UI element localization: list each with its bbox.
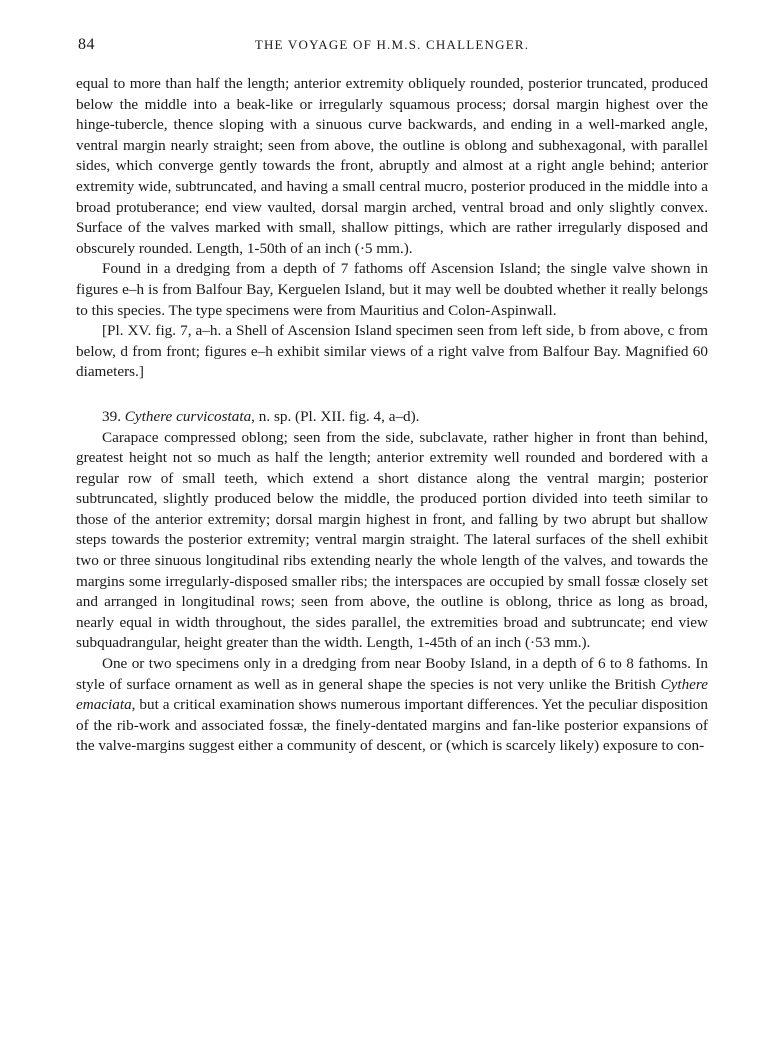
section-spacer [76,383,708,407]
species-heading [76,407,708,428]
discussion-text-a: One or two specimens only in a dredging from near Booby Island, in a depth of 6 to 8 fathoms. In style of surface ornament as well as in general shape the species is not very unlike the British [76,655,708,693]
discussion-text-b: , but a critical examination shows numerous important differences. Yet the peculiar disposition of the rib-work and associated fossæ, the finely-dentated margins and fan-like posterior expansions of the valve-margins suggest either a community of descent, or (which is scarcely likely) exposure to con- [76,696,708,755]
paragraph-locality: Found in a dredging from a depth of 7 fathoms off Ascension Island; the single valve shown in figures e–h is from Balfour Bay, Kerguelen Island, but it may well be doubted whether it really belongs to this species. The type specimens were from Mauritius and Colon-Aspinwall. [76,260,708,319]
species-name: Cythere curvicostata [124,407,252,425]
paragraph-plate-reference: [Pl. XV. fig. 7, a–h. a Shell of Ascension Island specimen seen from left side, b from above, c from below, d from front; figures e–h exhibit similar views of a right valve from Balfour Bay. Magnified 60 diameters.] [76,322,708,381]
paragraph-description-continued: equal to more than half the length; anterior extremity obliquely rounded, posterior truncated, produced below the middle into a beak-like or irregularly squamous process; dorsal margin highest over the hinge-tubercle, thence sloping with a sinuous curve backwards, and ending in a well-marked angle, ventral margin nearly straight; seen from above, the outline is oblong and subhexagonal, with parallel sides, which converge gently towards the front, abruptly and almost at a right angle behind; anterior extremity wide, subtruncated, and having a small central mucro, posterior produced in the middle into a broad protuberance; end view vaulted, dorsal margin arched, ventral broad and only slightly convex. Surface of the valves marked with small, shallow pittings, which are rather irregularly disposed and obscurely rounded. Length, 1-50th of an inch (·5 mm.). [76,75,708,257]
page-number: 84 [78,36,95,53]
species-heading-rest: , n. sp. (Pl. XII. fig. 4, a–d). [251,407,420,425]
species-number: 39. [102,407,121,425]
book-page [76,36,708,757]
running-title: THE VOYAGE OF H.M.S. CHALLENGER. [254,37,530,52]
paragraph-discussion [76,654,708,757]
running-head [76,36,708,60]
discussion-species-name: Cythere emaciata [76,675,708,714]
paragraph-carapace-description: Carapace compressed oblong; seen from the side, subclavate, rather higher in front than behind, greatest height not so much as half the length; anterior extremity well rounded and bordered with a regular row of small teeth, which extend a short distance along the ventral margin; posterior subtruncated, slightly produced below the middle, the produced portion divided into teeth similar to those of the anterior extremity; dorsal margin highest in front, and falling by two abrupt but shallow steps towards the posterior extremity; ventral margin straight. The lateral surfaces of the shell exhibit two or three sinuous longitudinal ribs extending nearly the whole length of the valves, and towards the margins some irregularly-disposed smaller ribs; the interspaces are occupied by small fossæ closely set and arranged in longitudinal rows; seen from above, the outline is oblong, thrice as long as broad, nearly equal in width throughout, the sides parallel, the extremities broad and subtruncate; end view subquadrangular, height greater than the width. Length, 1-45th of an inch (·53 mm.). [76,428,708,652]
